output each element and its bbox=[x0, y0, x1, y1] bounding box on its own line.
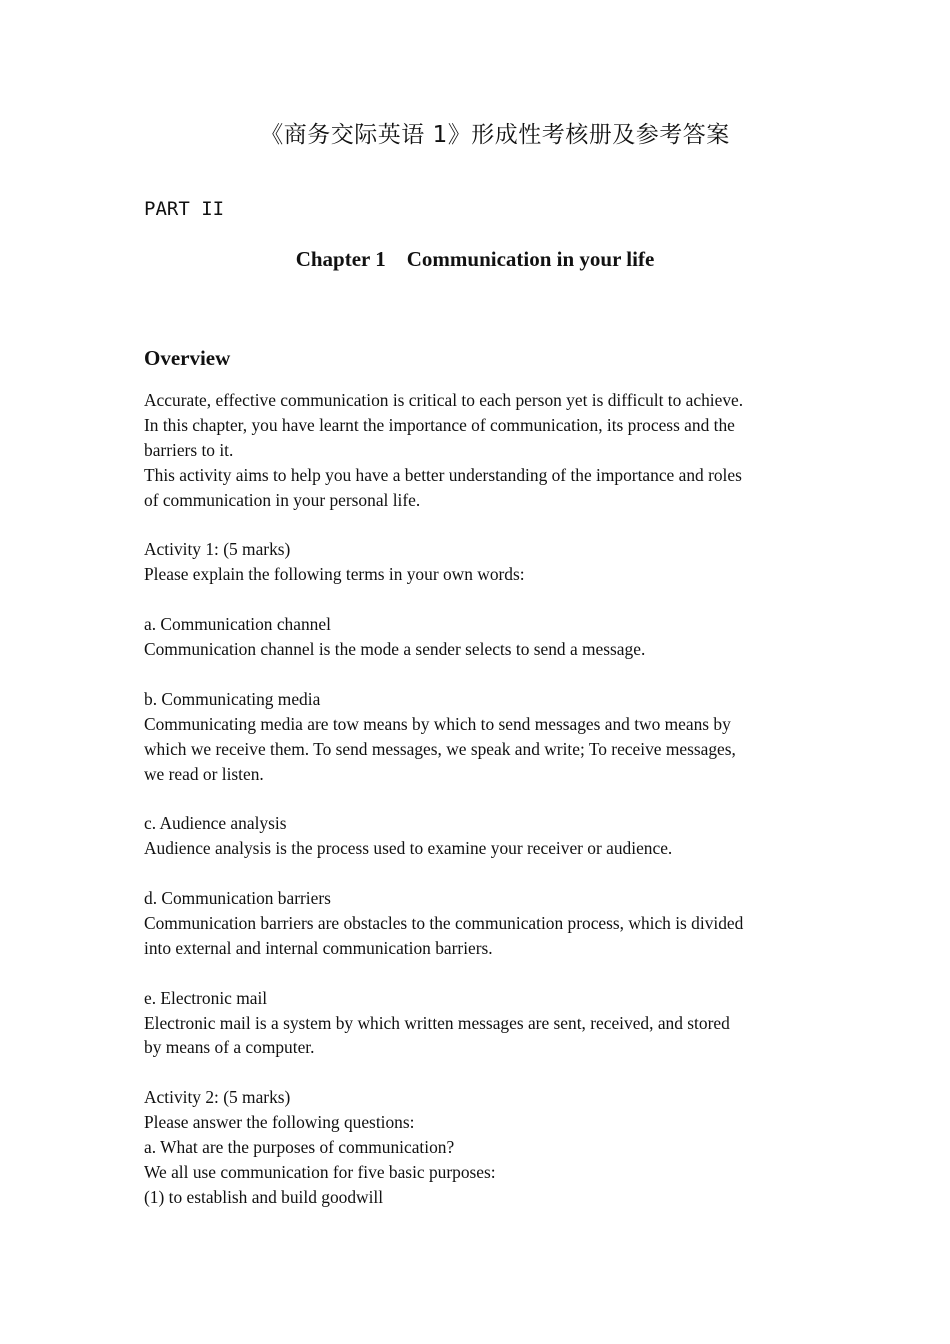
term-definition-line: Electronic mail is a system by which written messages are sent, received, and stored bbox=[144, 1012, 730, 1033]
overview-line: In this chapter, you have learnt the importance of communication, its process and the bbox=[144, 414, 735, 435]
term-heading: e. Electronic mail bbox=[144, 987, 268, 1008]
term-heading: a. Communication channel bbox=[144, 614, 331, 635]
term-definition-line: Communication barriers are obstacles to the communication process, which is divided bbox=[144, 912, 744, 933]
term-definition-line: Audience analysis is the process used to examine your receiver or audience. bbox=[144, 838, 673, 859]
activity-1-instruction: Please explain the following terms in your own words: bbox=[144, 564, 525, 585]
overview-line: barriers to it. bbox=[144, 439, 234, 460]
overview-heading: Overview bbox=[144, 346, 231, 370]
document-body bbox=[144, 388, 810, 1210]
term-heading: d. Communication barriers bbox=[144, 888, 331, 909]
activity-2-title: Activity 2: (5 marks) bbox=[144, 1087, 291, 1108]
spacer bbox=[144, 587, 810, 612]
activity-1-title: Activity 1: (5 marks) bbox=[144, 539, 291, 560]
term-definition-line: into external and internal communication barriers. bbox=[144, 937, 493, 958]
term-definition-line: which we receive them. To send messages, we speak and write; To receive messages, bbox=[144, 738, 736, 759]
document-title: 《商务交际英语 1》形成性考核册及参考答案 bbox=[260, 122, 730, 148]
term-definition-line: Communicating media are tow means by which to send messages and two means by bbox=[144, 713, 731, 734]
spacer bbox=[144, 662, 810, 687]
purpose-item: (1) to establish and build goodwill bbox=[144, 1186, 384, 1207]
term-heading: b. Communicating media bbox=[144, 688, 321, 709]
answer-intro: We all use communication for five basic purposes: bbox=[144, 1161, 496, 1182]
spacer bbox=[144, 1060, 810, 1085]
chapter-title: Chapter 1 Communication in your life bbox=[295, 247, 655, 271]
spacer bbox=[144, 513, 810, 538]
spacer bbox=[144, 961, 810, 986]
overview-line: This activity aims to help you have a better understanding of the importance and roles bbox=[144, 464, 742, 485]
spacer bbox=[144, 786, 810, 811]
term-heading: c. Audience analysis bbox=[144, 813, 287, 834]
overview-line: Accurate, effective communication is critical to each person yet is difficult to achieve. bbox=[144, 390, 744, 410]
term-definition-line: by means of a computer. bbox=[144, 1037, 315, 1058]
part-label: PART II bbox=[144, 198, 225, 220]
activity-2-instruction: Please answer the following questions: bbox=[144, 1112, 415, 1133]
spacer bbox=[144, 861, 810, 886]
term-definition-line: we read or listen. bbox=[144, 763, 264, 784]
term-definition-line: Communication channel is the mode a sender selects to send a message. bbox=[144, 639, 646, 660]
question-a: a. What are the purposes of communication? bbox=[144, 1137, 455, 1158]
overview-line: of communication in your personal life. bbox=[144, 489, 421, 510]
